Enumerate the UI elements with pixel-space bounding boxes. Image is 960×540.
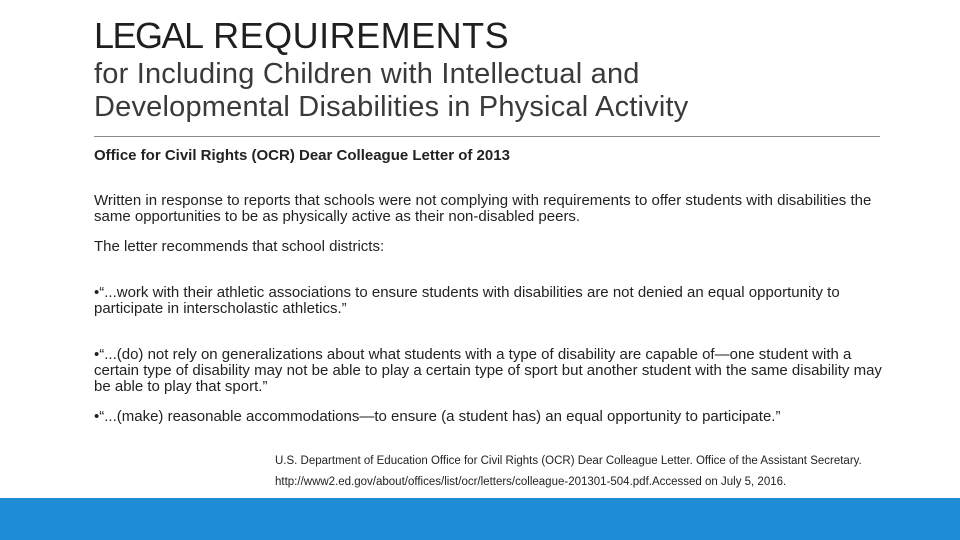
title-main: [94, 14, 884, 58]
intro-paragraph: Written in response to reports that schools were not complying with requirements to offer students with disabilities the same opportunities to be as physically active as their non-disabled peers.: [94, 192, 872, 225]
slide-title: [94, 14, 884, 124]
footer-bar: [0, 498, 960, 540]
bullet-item: •“...work with their athletic associations to ensure students with disabilities are not denied an equal opportunity to participate in interscholastic athletics.”: [94, 284, 840, 317]
bullet-item: •“...(make) reasonable accommodations—to ensure (a student has) an equal opportunity to participate.”: [94, 408, 781, 425]
title-divider: [94, 136, 880, 137]
bullet-item: •“...(do) not rely on generalizations about what students with a type of disability are capable of—one student with a certain type of disability may not be able to play a certain type of sport but another student with the same disability may be able to play that sport.”: [94, 346, 882, 395]
title-subtitle-line2: Developmental Disabilities in Physical Activity: [94, 91, 689, 123]
title-word-legal: LEGAL: [94, 15, 203, 56]
citation-line: U.S. Department of Education Office for Civil Rights (OCR) Dear Colleague Letter. Office of the Assistant Secretary.: [275, 455, 862, 467]
lead-paragraph: The letter recommends that school districts:: [94, 238, 385, 255]
section-heading: Office for Civil Rights (OCR) Dear Colleague Letter of 2013: [94, 147, 510, 164]
title-word-requirements: REQUIREMENTS: [202, 15, 510, 56]
title-subtitle-line1: for Including Children with Intellectual and: [94, 58, 640, 90]
citation: [275, 451, 935, 493]
citation-url: http://www2.ed.gov/about/offices/list/ocr/letters/colleague-201301-504.pdf.Accessed on July 5, 2016.: [275, 476, 787, 488]
